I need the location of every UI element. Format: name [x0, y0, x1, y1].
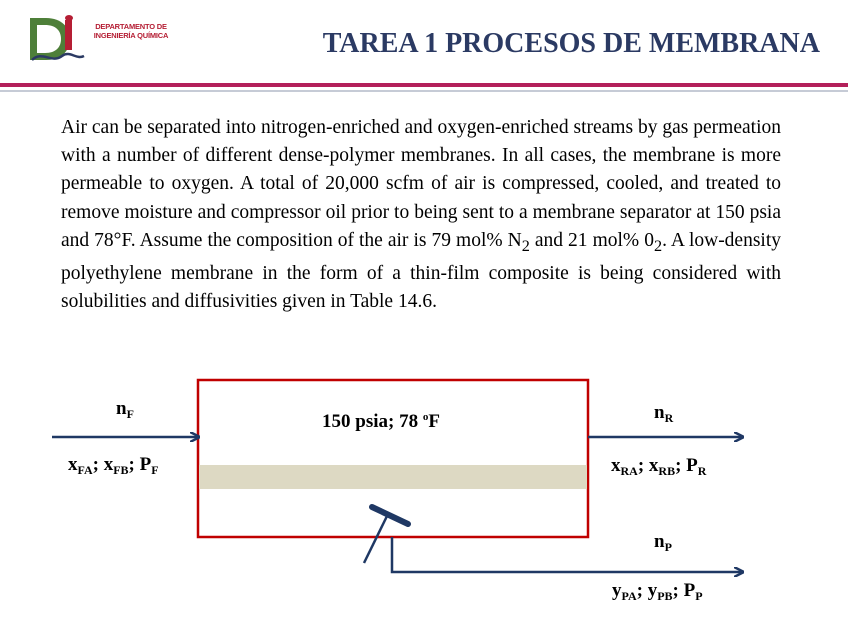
retentate-flow-label: $n_R$ [654, 402, 674, 425]
retentate-composition-label: $x_{RA}$; $x_{RB}$; $P_R$ [611, 455, 707, 478]
permeate-flow-label: $n_P$ [654, 531, 672, 554]
statement-part-2: and 21 mol% 0 [529, 229, 654, 251]
o2-subscript: 2 [653, 236, 663, 255]
separator-box [198, 380, 588, 537]
logo-text: DEPARTAMENTO DE INGENIERÍA QUÍMICA [93, 22, 169, 40]
statement-part-3: . A low-density polyethylene membrane in the form of a thin-film composite is being considered with solubilities and diffusivities given in Table 14.6. [61, 229, 782, 313]
page-title: TAREA 1 PROCESOS DE MEMBRANA [322, 28, 820, 59]
membrane-layer [199, 465, 587, 489]
statement-part-1: Air can be separated into nitrogen-enriched and oxygen-enriched streams by gas permeation with a number of different dense-polymer membranes. In all cases, the membrane is more permeable to oxygen. A total of 20,000 scfm of air is compressed, cooled, and treated to remove moisture and compressor oil prior to being sent to a membrane separator at 150 psia and 78°F. Assume the composition of the air is 79 mol% N [61, 117, 781, 251]
permeate-arrow [392, 537, 742, 572]
feed-composition-label: $x_{FA}$; $x_{FB}$; $P_F$ [68, 454, 159, 477]
permeate-composition-label: $y_{PA}$; $y_{PB}$; $P_P$ [612, 580, 703, 603]
feed-flow-label: $n_F$ [116, 398, 134, 421]
operating-conditions-label: 150 psia; 78 $^o$F [322, 411, 440, 432]
n2-subscript: 2 [521, 236, 530, 255]
